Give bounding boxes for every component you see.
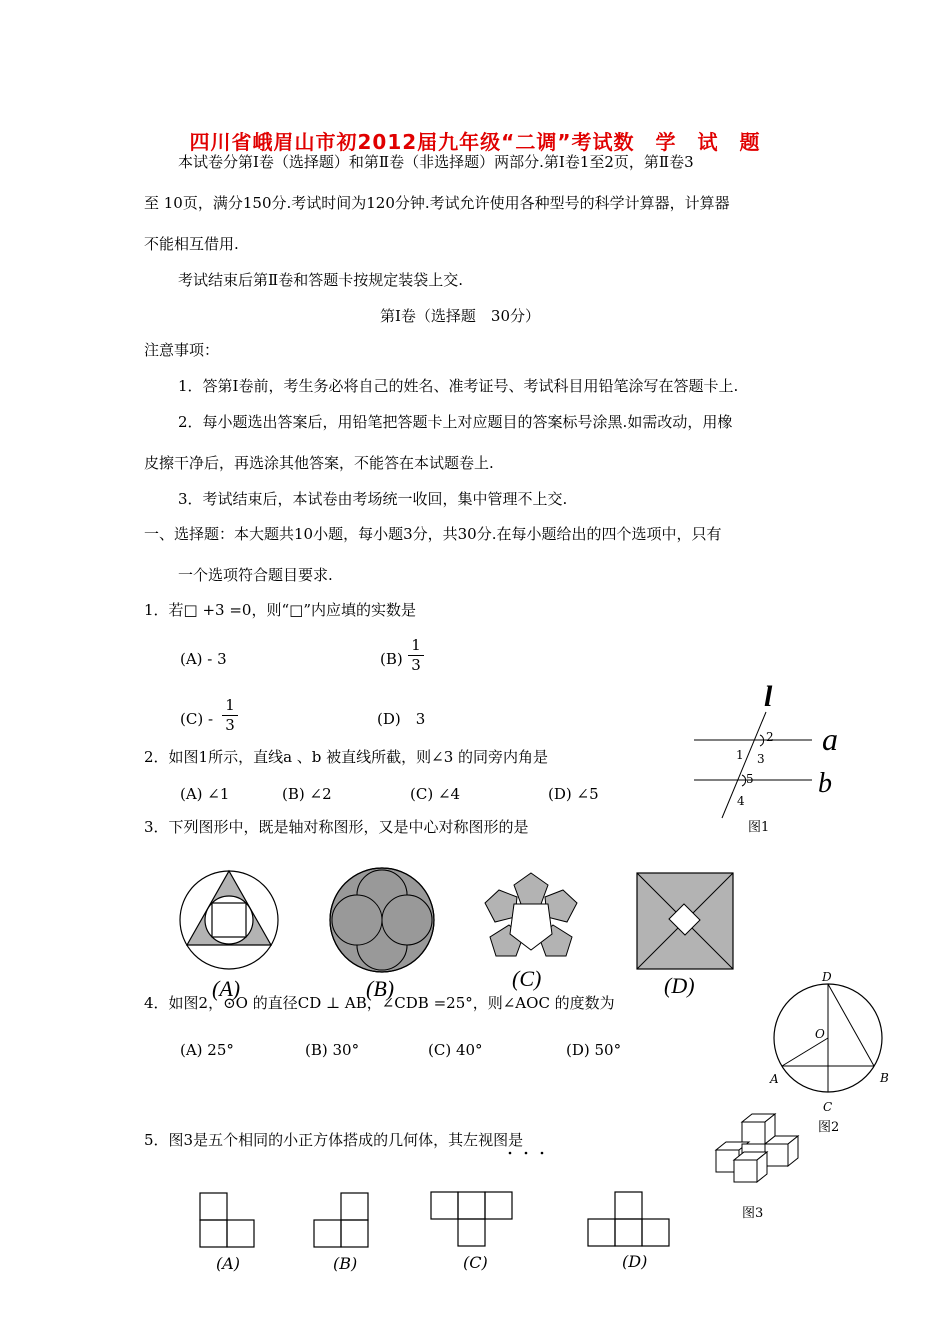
q4-option-c: (C) 40° bbox=[428, 1041, 483, 1059]
fig1-angle-5: 5 bbox=[746, 772, 754, 786]
fig2-label-b: B bbox=[880, 1071, 889, 1085]
q4-stem: 4．如图2，⊙O 的直径CD ⊥ AB，∠CDB =25°，则∠AOC 的度数为 bbox=[144, 994, 615, 1012]
page-title: 四川省峨眉山市初2012届九年级“二调”考试数 学 试 题 bbox=[189, 130, 761, 154]
q5-view-b bbox=[314, 1193, 368, 1247]
fig1-angle-4: 4 bbox=[737, 794, 745, 808]
q5-option-a: (A) bbox=[216, 1254, 241, 1273]
q5-view-c bbox=[431, 1192, 512, 1246]
q5-option-d: (D) bbox=[622, 1252, 648, 1271]
q1-b-denominator: 3 bbox=[411, 656, 421, 674]
q5-view-a bbox=[200, 1193, 254, 1247]
q1-c-denominator: 3 bbox=[225, 716, 235, 734]
q3-stem: 3．下列图形中，既是轴对称图形，又是中心对称图形的是 bbox=[144, 818, 529, 836]
fig1-label-b: b bbox=[818, 768, 832, 799]
section1-line-1: 一、选择题：本大题共10小题，每小题3分，共30分.在每小题给出的四个选项中，只有 bbox=[144, 525, 722, 543]
section1-line-2: 一个选项符合题目要求. bbox=[178, 566, 333, 584]
notes-heading: 注意事项： bbox=[144, 341, 220, 359]
fig2-label-d: D bbox=[822, 970, 832, 984]
fig2-label-a: A bbox=[770, 1072, 779, 1086]
note-3: 3．考试结束后，本试卷由考场统一收回，集中管理不上交. bbox=[178, 490, 568, 508]
q1-stem: 1．若□ +3 =0，则“□”内应填的实数是 bbox=[144, 601, 416, 619]
q4-option-b: (B) 30° bbox=[305, 1041, 360, 1059]
q3-option-a: (A) bbox=[212, 976, 241, 1001]
fig1-angle-3: 3 bbox=[757, 752, 765, 766]
q2-option-c: (C) ∠4 bbox=[410, 785, 461, 803]
q2-option-a: (A) ∠1 bbox=[180, 785, 230, 803]
fig2-label-c: C bbox=[823, 1100, 833, 1114]
fig1-angle-2: 2 bbox=[766, 730, 774, 744]
fig1-angle-1: 1 bbox=[736, 748, 744, 762]
fig1-label-a: a bbox=[822, 721, 838, 757]
note-2b: 皮擦干净后，再选涂其他答案，不能答在本试题卷上. bbox=[144, 454, 494, 472]
note-1: 1．答第Ⅰ卷前，考生务必将自己的姓名、准考证号、考试科目用铅笔涂写在答题卡上. bbox=[178, 377, 739, 395]
fig1-label-l: l bbox=[764, 680, 773, 713]
q3-option-b: (B) bbox=[366, 976, 395, 1001]
q3-option-d: (D) bbox=[664, 973, 695, 998]
q5-view-d bbox=[588, 1192, 669, 1246]
note-2a: 2．每小题选出答案后，用铅笔把答题卡上对应题目的答案标号涂黑.如需改动，用橡 bbox=[178, 413, 733, 431]
q1-b-numerator: 1 bbox=[411, 636, 421, 654]
intro-line-1: 本试卷分第Ⅰ卷（选择题）和第Ⅱ卷（非选择题）两部分.第Ⅰ卷1至2页，第Ⅱ卷3 bbox=[178, 153, 694, 171]
q1-option-a: (A) - 3 bbox=[180, 650, 227, 668]
q1-option-b-label: (B) bbox=[380, 650, 403, 668]
q2-option-d: (D) ∠5 bbox=[548, 785, 599, 803]
q4-option-a: (A) 25° bbox=[180, 1041, 234, 1059]
intro-line-4: 考试结束后第Ⅱ卷和答题卡按规定装袋上交. bbox=[178, 271, 463, 289]
q5-option-c: (C) bbox=[463, 1253, 488, 1272]
fig2-caption: 图2 bbox=[818, 1120, 840, 1135]
fig3-caption: 图3 bbox=[742, 1206, 764, 1221]
part1-heading: 第Ⅰ卷（选择题 30分） bbox=[380, 307, 541, 325]
q4-option-d: (D) 50° bbox=[566, 1041, 622, 1059]
q1-c-numerator: 1 bbox=[225, 696, 235, 714]
fig2-label-o: O bbox=[815, 1027, 825, 1041]
q2-option-b: (B) ∠2 bbox=[282, 785, 332, 803]
q5-stem: 5．图3是五个相同的小正方体搭成的几何体，其左视图是 bbox=[144, 1131, 524, 1149]
intro-line-3: 不能相互借用. bbox=[144, 235, 239, 253]
q5-option-b: (B) bbox=[333, 1254, 358, 1273]
q2-stem: 2．如图1所示，直线a 、b 被直线所截，则∠3 的同旁内角是 bbox=[144, 748, 549, 766]
fig1-caption: 图1 bbox=[748, 820, 770, 835]
q1-option-d: (D) 3 bbox=[377, 710, 426, 728]
intro-line-2: 至 10页，满分150分.考试时间为120分钟.考试允许使用各种型号的科学计算器，计算器 bbox=[144, 194, 730, 212]
q1-option-c-label: (C) - bbox=[180, 710, 214, 728]
q3-option-c: (C) bbox=[512, 966, 542, 991]
